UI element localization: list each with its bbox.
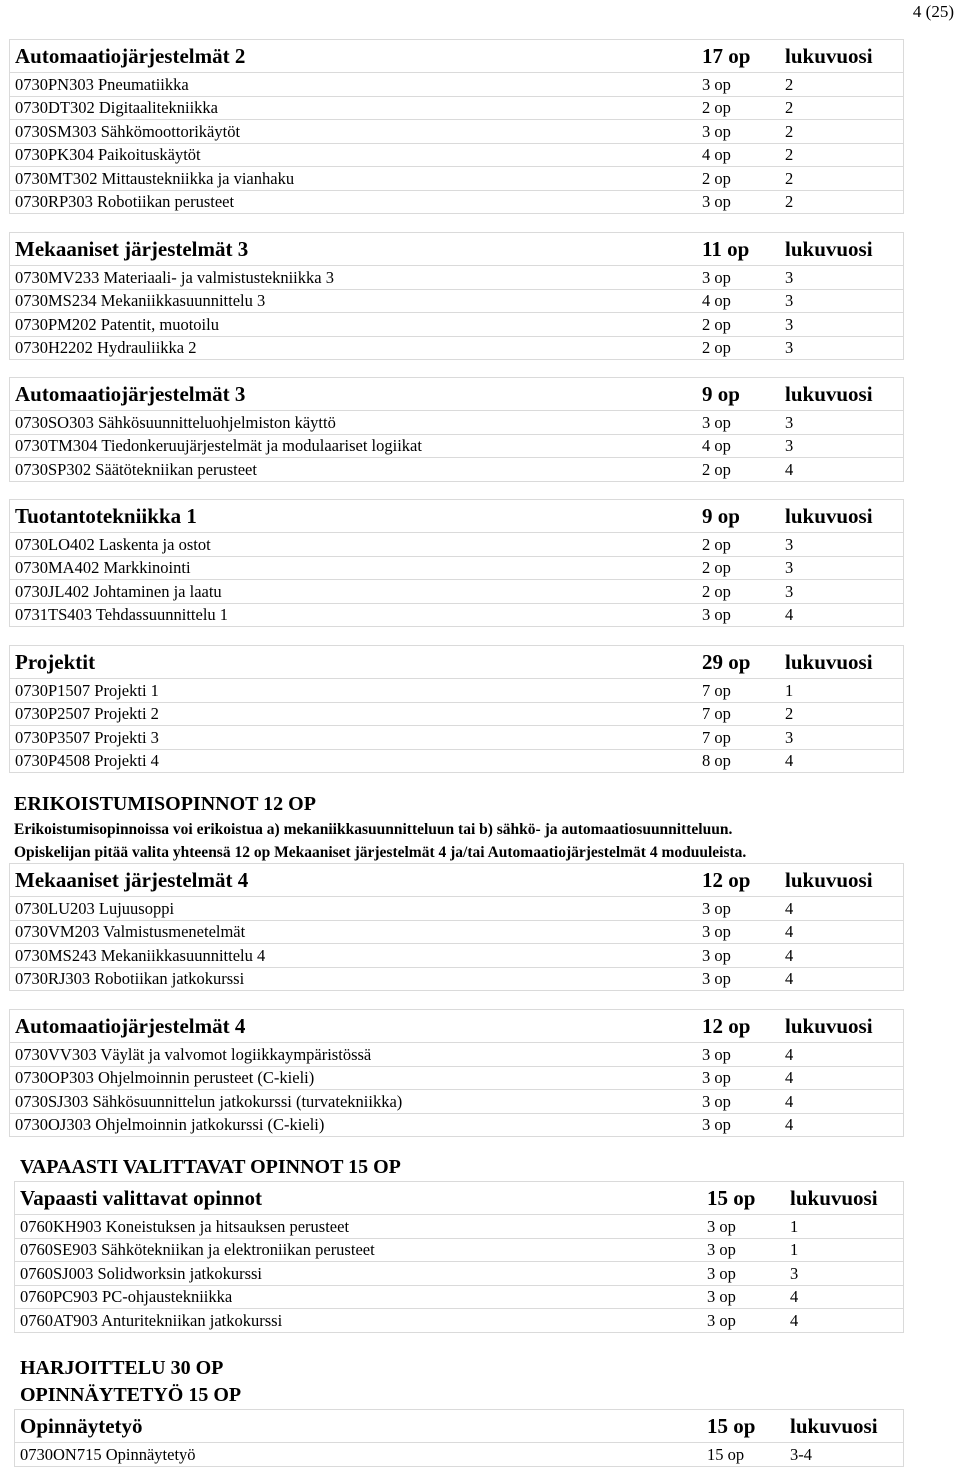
module-header (9, 232, 904, 266)
course-row (9, 897, 904, 921)
course-year: 4 (785, 1091, 794, 1111)
course-credits: 3 op (702, 898, 731, 918)
module-table (9, 39, 904, 214)
module-year-header: lukuvuosi (785, 650, 873, 674)
course-row (9, 411, 904, 435)
course-row (9, 266, 904, 290)
course-name: 0730H2202 Hydrauliikka 2 (15, 338, 197, 357)
training-title: HARJOITTELU 30 OP (20, 1357, 224, 1379)
module-title: Automaatiojärjestelmät 2 (15, 44, 246, 68)
course-credits: 7 op (702, 727, 731, 747)
course-year: 1 (785, 680, 794, 700)
course-year: 4 (785, 1115, 794, 1134)
module-year-header: lukuvuosi (790, 1414, 878, 1438)
course-name: 0730SP302 Säätötekniikan perusteet (15, 459, 257, 479)
course-year: 3 (785, 267, 794, 287)
course-credits: 3 op (702, 1091, 731, 1111)
course-year: 4 (785, 922, 794, 941)
course-year: 3 (785, 314, 794, 334)
course-row (14, 1239, 904, 1263)
course-credits: 3 op (702, 1115, 731, 1134)
module-table (9, 377, 904, 482)
module-table (9, 232, 904, 360)
module-header (9, 39, 904, 73)
course-year: 4 (785, 969, 794, 988)
course-name: 0730VV303 Väylät ja valvomot logiikkaympäristössä (15, 1044, 372, 1064)
module-table (9, 499, 904, 627)
course-year: 3 (790, 1263, 799, 1283)
course-year: 3 (785, 436, 794, 455)
course-row (9, 191, 904, 215)
module-title: Opinnäytetyö (20, 1414, 143, 1438)
module-title: Tuotantotekniikka 1 (15, 504, 197, 528)
course-year: 1 (790, 1216, 799, 1236)
course-credits: 2 op (702, 534, 731, 554)
course-row (9, 533, 904, 557)
course-row (9, 557, 904, 581)
course-row (9, 703, 904, 727)
course-credits: 4 op (702, 145, 731, 164)
module-header (9, 645, 904, 679)
module-year-header: lukuvuosi (790, 1186, 878, 1210)
module-table (9, 1009, 904, 1137)
course-row (9, 944, 904, 968)
course-name: 0730MS234 Mekaniikkasuunnittelu 3 (15, 291, 266, 310)
course-row (14, 1309, 904, 1333)
module-year-header: lukuvuosi (785, 237, 873, 261)
module-header (14, 1409, 904, 1443)
course-credits: 2 op (702, 314, 731, 334)
module-header (9, 499, 904, 533)
course-year: 2 (785, 98, 794, 117)
course-credits: 3 op (707, 1263, 736, 1283)
course-credits: 3 op (707, 1216, 736, 1236)
course-credits: 3 op (702, 267, 731, 287)
module-credits: 15 op (707, 1186, 756, 1210)
course-name: 0730MV233 Materiaali- ja valmistustekniikka 3 (15, 267, 334, 287)
module-credits: 11 op (702, 237, 750, 261)
course-row (9, 435, 904, 459)
module-year-header: lukuvuosi (785, 868, 873, 892)
course-credits: 3 op (707, 1310, 736, 1330)
course-year: 4 (785, 945, 794, 965)
course-credits: 3 op (702, 74, 731, 94)
course-name: 0730RP303 Robotiikan perusteet (15, 192, 235, 211)
course-year: 3 (785, 291, 794, 310)
course-name: 0760KH903 Koneistuksen ja hitsauksen perusteet (20, 1216, 350, 1236)
module-year-header: lukuvuosi (785, 504, 873, 528)
course-name: 0730P4508 Projekti 4 (15, 751, 159, 770)
course-credits: 2 op (702, 168, 731, 188)
module-header (9, 1009, 904, 1043)
course-year: 2 (785, 192, 794, 211)
course-name: 0730MA402 Markkinointi (15, 558, 191, 577)
specialization-title: ERIKOISTUMISOPINNOT 12 OP (14, 793, 316, 815)
module-credits: 29 op (702, 650, 751, 674)
module-table (14, 1409, 904, 1467)
module-year-header: lukuvuosi (785, 382, 873, 406)
course-year: 3 (785, 412, 794, 432)
course-name: 0730SO303 Sähkösuunnitteluohjelmiston käyttö (15, 412, 336, 432)
course-year: 2 (785, 74, 794, 94)
module-header (14, 1181, 904, 1215)
course-name: 0760SJ003 Solidworksin jatkokurssi (20, 1263, 263, 1283)
page-number: 4 (25) (912, 2, 954, 21)
course-credits: 3 op (702, 945, 731, 965)
course-name: 0760AT903 Anturitekniikan jatkokurssi (20, 1310, 283, 1330)
thesis-title: OPINNÄYTETYÖ 15 OP (20, 1384, 242, 1406)
module-title: Automaatiojärjestelmät 3 (15, 382, 246, 406)
course-name: 0730VM203 Valmistusmenetelmät (15, 922, 246, 941)
module-table (9, 645, 904, 773)
course-row (9, 167, 904, 191)
course-name: 0760PC903 PC-ohjaustekniikka (20, 1287, 233, 1306)
course-name: 0760SE903 Sähkötekniikan ja elektroniikan perusteet (20, 1240, 375, 1259)
course-credits: 2 op (702, 459, 731, 479)
course-credits: 3 op (702, 969, 731, 988)
course-name: 0731TS403 Tehdassuunnittelu 1 (15, 605, 229, 624)
course-credits: 7 op (702, 704, 731, 723)
course-year: 2 (785, 168, 794, 188)
course-row (9, 120, 904, 144)
specialization-info-2: Opiskelijan pitää valita yhteensä 12 op Mekaaniset järjestelmät 4 ja/tai Automaatiojärjestelmät 4 moduuleista. (14, 844, 747, 861)
course-year: 3 (785, 534, 794, 554)
course-name: 0730SJ303 Sähkösuunnittelun jatkokurssi (turvatekniikka) (15, 1091, 403, 1111)
course-credits: 3 op (702, 605, 731, 624)
course-name: 0730MS243 Mekaniikkasuunnittelu 4 (15, 945, 266, 965)
module-title: Vapaasti valittavat opinnot (20, 1186, 262, 1210)
course-credits: 3 op (702, 412, 731, 432)
course-name: 0730RJ303 Robotiikan jatkokurssi (15, 969, 245, 988)
course-year: 4 (785, 1044, 794, 1064)
module-title: Automaatiojärjestelmät 4 (15, 1014, 246, 1038)
course-name: 0730PM202 Patentit, muotoilu (15, 314, 219, 334)
course-credits: 3 op (702, 922, 731, 941)
course-row (9, 750, 904, 774)
course-row (9, 968, 904, 992)
module-credits: 17 op (702, 44, 751, 68)
course-year: 4 (785, 1068, 794, 1087)
course-credits: 3 op (702, 121, 731, 141)
course-credits: 8 op (702, 751, 731, 770)
course-name: 0730LU203 Lujuusoppi (15, 898, 175, 918)
course-name: 0730DT302 Digitaalitekniikka (15, 98, 219, 117)
module-header (9, 863, 904, 897)
course-year: 3-4 (790, 1444, 812, 1464)
course-credits: 3 op (707, 1287, 736, 1306)
course-name: 0730P2507 Projekti 2 (15, 704, 159, 723)
course-row (9, 73, 904, 97)
module-credits: 9 op (702, 382, 740, 406)
course-row (9, 1067, 904, 1091)
course-credits: 2 op (702, 338, 731, 357)
course-name: 0730LO402 Laskenta ja ostot (15, 534, 211, 554)
course-year: 1 (790, 1240, 799, 1259)
module-title: Mekaaniset järjestelmät 3 (15, 237, 249, 261)
course-row (9, 1043, 904, 1067)
course-year: 2 (785, 121, 794, 141)
course-row (14, 1262, 904, 1286)
course-row (9, 458, 904, 482)
course-credits: 4 op (702, 436, 731, 455)
course-year: 4 (790, 1287, 799, 1306)
course-row (9, 726, 904, 750)
course-credits: 2 op (702, 98, 731, 117)
module-year-header: lukuvuosi (785, 1014, 873, 1038)
module-credits: 15 op (707, 1414, 756, 1438)
course-row (9, 921, 904, 945)
course-row (9, 604, 904, 628)
course-year: 3 (785, 338, 794, 357)
course-year: 4 (790, 1310, 799, 1330)
course-name: 0730OJ303 Ohjelmoinnin jatkokurssi (C-kieli) (15, 1115, 325, 1134)
course-year: 3 (785, 558, 794, 577)
course-year: 2 (785, 145, 794, 164)
course-credits: 3 op (702, 1068, 731, 1087)
course-name: 0730TM304 Tiedonkeruujärjestelmät ja modulaariset logiikat (15, 436, 422, 455)
course-credits: 2 op (702, 558, 731, 577)
course-name: 0730JL402 Johtaminen ja laatu (15, 581, 222, 601)
course-year: 3 (785, 727, 794, 747)
course-name: 0730P1507 Projekti 1 (15, 680, 159, 700)
course-credits: 3 op (702, 1044, 731, 1064)
module-title: Projektit (15, 650, 96, 674)
course-name: 0730PN303 Pneumatiikka (15, 74, 189, 94)
course-year: 4 (785, 898, 794, 918)
module-credits: 12 op (702, 868, 751, 892)
course-row (9, 1090, 904, 1114)
specialization-info-1: Erikoistumisopinnoissa voi erikoistua a) mekaniikkasuunnitteluun tai b) sähkö- ja automaatiosuunnitteluun. (14, 821, 733, 838)
course-name: 0730SM303 Sähkömoottorikäytöt (15, 121, 241, 141)
course-row (9, 1114, 904, 1138)
module-header (9, 377, 904, 411)
course-year: 2 (785, 704, 794, 723)
course-name: 0730OP303 Ohjelmoinnin perusteet (C-kieli) (15, 1068, 315, 1087)
module-year-header: lukuvuosi (785, 44, 873, 68)
course-credits: 3 op (707, 1240, 736, 1259)
course-row (9, 337, 904, 361)
course-year: 4 (785, 751, 794, 770)
course-name: 0730ON715 Opinnäytetyö (20, 1444, 196, 1464)
course-row (14, 1286, 904, 1310)
module-credits: 9 op (702, 504, 740, 528)
course-name: 0730PK304 Paikoituskäytöt (15, 145, 201, 164)
course-row (9, 580, 904, 604)
course-row (14, 1443, 904, 1467)
course-year: 4 (785, 459, 794, 479)
course-credits: 3 op (702, 192, 731, 211)
course-row (9, 144, 904, 168)
course-row (9, 97, 904, 121)
course-year: 3 (785, 581, 794, 601)
course-row (9, 679, 904, 703)
course-name: 0730MT302 Mittaustekniikka ja vianhaku (15, 168, 295, 188)
course-credits: 2 op (702, 581, 731, 601)
course-year: 4 (785, 605, 794, 624)
course-row (9, 313, 904, 337)
course-credits: 7 op (702, 680, 731, 700)
module-table (9, 863, 904, 991)
course-credits: 15 op (707, 1444, 745, 1464)
module-title: Mekaaniset järjestelmät 4 (15, 868, 249, 892)
module-table (14, 1181, 904, 1333)
course-row (14, 1215, 904, 1239)
course-name: 0730P3507 Projekti 3 (15, 727, 159, 747)
module-credits: 12 op (702, 1014, 751, 1038)
elective-title: VAPAASTI VALITTAVAT OPINNOT 15 OP (20, 1156, 401, 1178)
course-credits: 4 op (702, 291, 731, 310)
course-row (9, 290, 904, 314)
